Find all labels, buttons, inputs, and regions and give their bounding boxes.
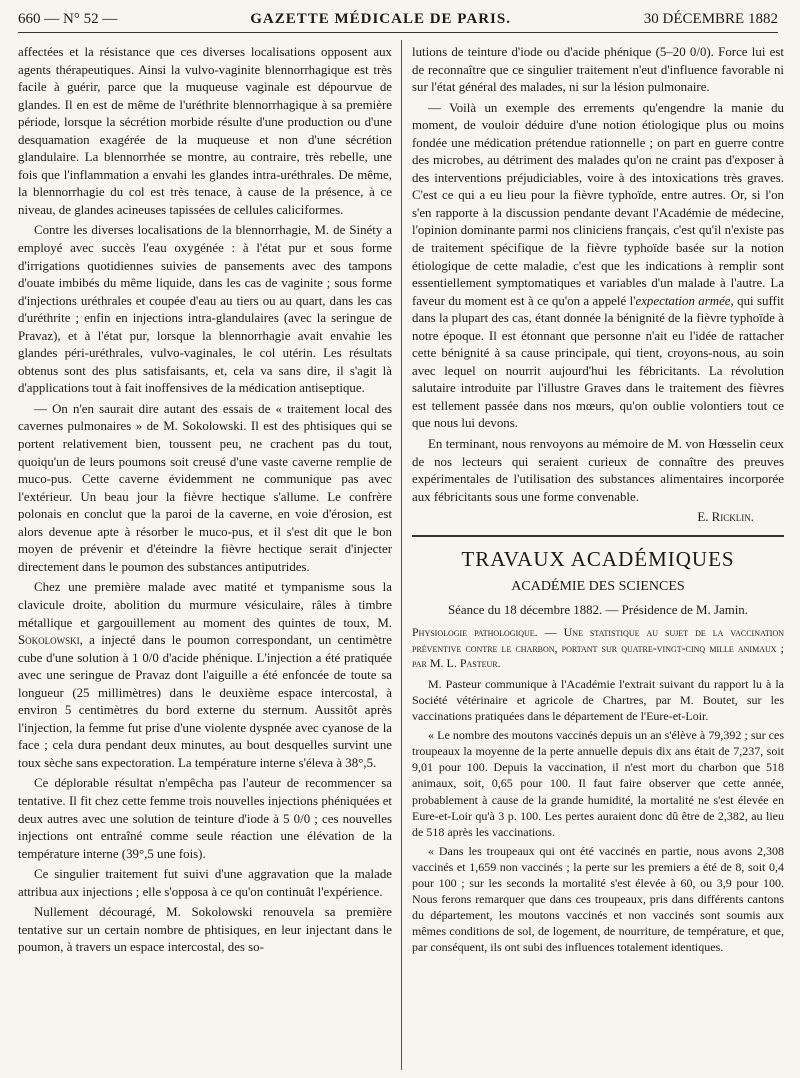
paragraph: Contre les diverses localisations de la blennorrhagie, M. de Sinéty a employé avec succès l'eau oxygénée : à l'état pur et sous forme d'irrigations quotidiennes suivies de pansements avec des tampons d'ouate imbibés du même liquide, dans les cas de vaginite ; sous forme d'injections uréthrales et coupée d'eau au tiers ou au quart, dans les cas d'uréthrite ; enfin en injections intra-glandulaires (avec la seringue de Pravaz), et à l'état pur, lorsque la blennorrhagie avait envahie les glandes péri-uréthrales, vulvo-vaginales, le col utérin. Les résultats obtenus sont des plus satisfaisants, et, cela va sans dire, il s'agit là d'applications tout à fait inoffensives de la médication antiseptique. [18, 223, 392, 396]
paragraph: En terminant, nous renvoyons au mémoire de M. von Hœsselin ceux de nos lecteurs qui seraient curieux de connaître des preuves expérimentales de l'utilisation des substances alimentaires incorporée aux fébricitants sous une forme convenable. [412, 437, 784, 504]
paragraph: Ce déplorable résultat n'empêcha pas l'auteur de recommencer sa tentative. Il fit chez cette femme trois nouvelles injections phéniquées et deux autres avec une solution de teinture d'iode à 5 0/0 ; ces nouvelles injections ont entraîné comme seule réaction une élévation de la température interne (39°,5 une fois). [18, 776, 392, 861]
paragraph: M. Pasteur communique à l'Académie l'extrait suivant du rapport lu à la Société vétérinaire et agricole de Chartres, par M. Boutet, sur les vaccinations pratiquées dans le département de l'Eure-et-Loir. [412, 676, 784, 724]
paragraph [18, 579, 392, 772]
text-run: , a injecté dans le poumon correspondant, un centimètre cube d'une solution à 1 0/0 d'acide phénique. L'injection a été pratiquée avec une seringue de Pravaz dont l'aiguille a été enfoncée de toute sa longueur (25 millimètres) dans le deuxième espace intercostal, à environ 5 centimètres du bord externe du sternum. Aussitôt après l'injection, la femme fut prise d'une violente dyspnée avec cyanose de la face ; cela dura pendant deux minutes, au bout desquelles survint une toux sèche sans expectoration. La température interne s'éleva à 38°,5. [18, 633, 392, 770]
emphasis-text: expectation armée [635, 293, 731, 308]
academy-title: ACADÉMIE DES SCIENCES [511, 579, 685, 595]
left-column [18, 44, 392, 960]
text-run: Chez une première malade avec matité et tympanisme sous la clavicule droite, abolition du murmure vésiculaire, râles à timbre métallique et gargouillement au moment des quintes de toux, M. [18, 580, 392, 630]
section-title: TRAVAUX ACADÉMIQUES [461, 546, 735, 571]
paragraph: « Le nombre des moutons vaccinés depuis un an s'élève à 79,392 ; sur ces troupeaux la moyenne de la perte annuelle depuis dix ans était de 7,237, soit 9,01 pour 100. Depuis la vaccination, il n'est mort du charbon que 518 animaux, soit, 0,65 pour 100. Il faut faire observer que cette année, probablement à cause de la grande humidité, la mortalité ne s'est élevée en Eure-et-Loir qu'à 3 p. 100. Les pertes auraient donc dû être de 2,382, au lieu de 518 après les vaccinations. [412, 728, 784, 839]
text-run: — Voilà un exemple des errements qu'engendre la manie du moment, de vouloir déduire d'une notion étiologique plus ou moins fondée une médication prétendue rationnelle ; on part en guerre contre des microbes, au détriment des malades qu'on ne craint pas d'exposer à des interventions préjudiciables, voire à des intoxications très graves. C'est ce qui a eu lieu pour la fièvre typhoïde, entre autres. Or, si l'on s'en rapporte à la discussion pendante devant l'Académie de médecine, l'opinion dominante parmi nos cliniciens français, c'est qu'il n'existe pas de traitement spécifique de la fièvre typhoïde basée sur la notion étiologique de cette maladie, c'est que les indications à remplir sont essentiellement symptomatiques et variables d'un malade à l'autre. La faveur du moment est à ce qu'on a appelé l' [412, 100, 784, 308]
journal-title: GAZETTE MÉDICALE DE PARIS. [250, 10, 511, 27]
paragraph: affectées et la résistance que ces diverses localisations opposent aux agents thérapeutiques. Ainsi la vulvo-vaginite blennorrhagique est très facile à guérir, parce que la muqueuse vaginale est dépourvue de glandes. Il en est de même de l'uréthrite blennorrhagique à sa première période, lorsque la sécrétion morbide résulte d'une production ou d'une desquamation exagérée de la muqueuse et non d'une sécrétion glandulaire. La blennorrhée se montre, au contraire, très rebelle, une fois que l'inflammation a envahi les glandes intra-uréthrales. De même, la blennorrhagie du col est très tenace, à cause de la présence, à ce niveau, de glandes acineuses tapissées de cellules caliciformes. [18, 45, 392, 217]
signature: E. Ricklin. [697, 510, 754, 525]
paragraph: Nullement découragé, M. Sokolowski renouvela sa première tentative sur un certain nombre de phtisiques, en leur injectant dans le poumon, à travers un espace intercostal, des so- [18, 905, 392, 955]
session-line: Séance du 18 décembre 1882. — Présidence de M. Jamin. [448, 602, 748, 617]
section-rule [412, 535, 784, 539]
column-divider [401, 40, 402, 1070]
paragraph: « Dans les troupeaux qui ont été vaccinés en partie, nous avons 2,308 vaccinés et 1,659 non vaccinés ; la perte sur les premiers a été de 8, soit 0,4 pour 100 ; sur les seconds la mortalité s'est élevée à 60, ou 3,9 pour 100. Nous ferons remarquer que dans ces troupeaux, pris dans différents cantons du département, les moutons vaccinés et non vaccinés sont soumis aux mêmes conditions de sol, de logement, de nourriture, de température, et que, par conséquent, ils ont subi des influences totalement identiques. [412, 843, 784, 955]
right-column [412, 44, 784, 959]
paragraph: lutions de teinture d'iode ou d'acide phénique (5–20 0/0). Force lui est de reconnaître que ce singulier traitement n'eut d'influence favorable ni sur l'état général des malades, ni sur la lésion pulmonaire. [412, 45, 784, 95]
paragraph: — On n'en saurait dire autant des essais de « traitement local des cavernes pulmonaires » de M. Sokolowski. Il est des phtisiques qui se portent relativement bien, toussent peu, ne crachent pas du tout, quoiqu'un de leurs poumons soit creusé d'une vaste caverne remplie de muco-pus. Cette caverne évidemment ne communique pas avec l'extérieur. Un beau jour la fièvre hectique s'allume. Le confrère polonais en conclut que la paroi de la caverne, en voie d'érosion, est alors devenue apte à résorber le muco-pus, et il s'est dit que le bon moyen de prévenir et d'éteindre la fièvre hectique serait d'injecter directement dans le poumon des substances antiputrides. [18, 401, 392, 574]
text-run: , qui suffit dans la plupart des cas, étant donnée la bénignité de la fièvre typhoïde à notre époque. Il est étonnant que personne n'ait eu l'idée de rattacher cette bénignité à sa cause principale, qui tient, croyons-nous, au soin avec lequel on nourrit aujourd'hui les fébricitants. La révolution salutaire introduite par l'illustre Graves dans le traitement des fièvres est tellement passée dans nos mœurs, qu'on oublie volontiers tout ce que nous lui devons. [412, 293, 784, 431]
paragraph: Ce singulier traitement fut suivi d'une aggravation que la malade attribua aux injections ; elle s'opposa à ce qu'on continuât l'expérience. [18, 867, 392, 899]
paragraph [412, 100, 784, 433]
article-rubric: Physiologie pathologique. — Une statistique au sujet de la vaccination préventive contre le charbon, portant sur quatre-vingt-cinq mille animaux ; par M. L. Pasteur. [412, 625, 784, 671]
issue-date: 30 DÉCEMBRE 1882 [643, 10, 778, 27]
page-number: 660 — N° 52 — [18, 10, 118, 27]
page-header [18, 6, 778, 33]
author-name: Sokolowski [18, 633, 80, 648]
